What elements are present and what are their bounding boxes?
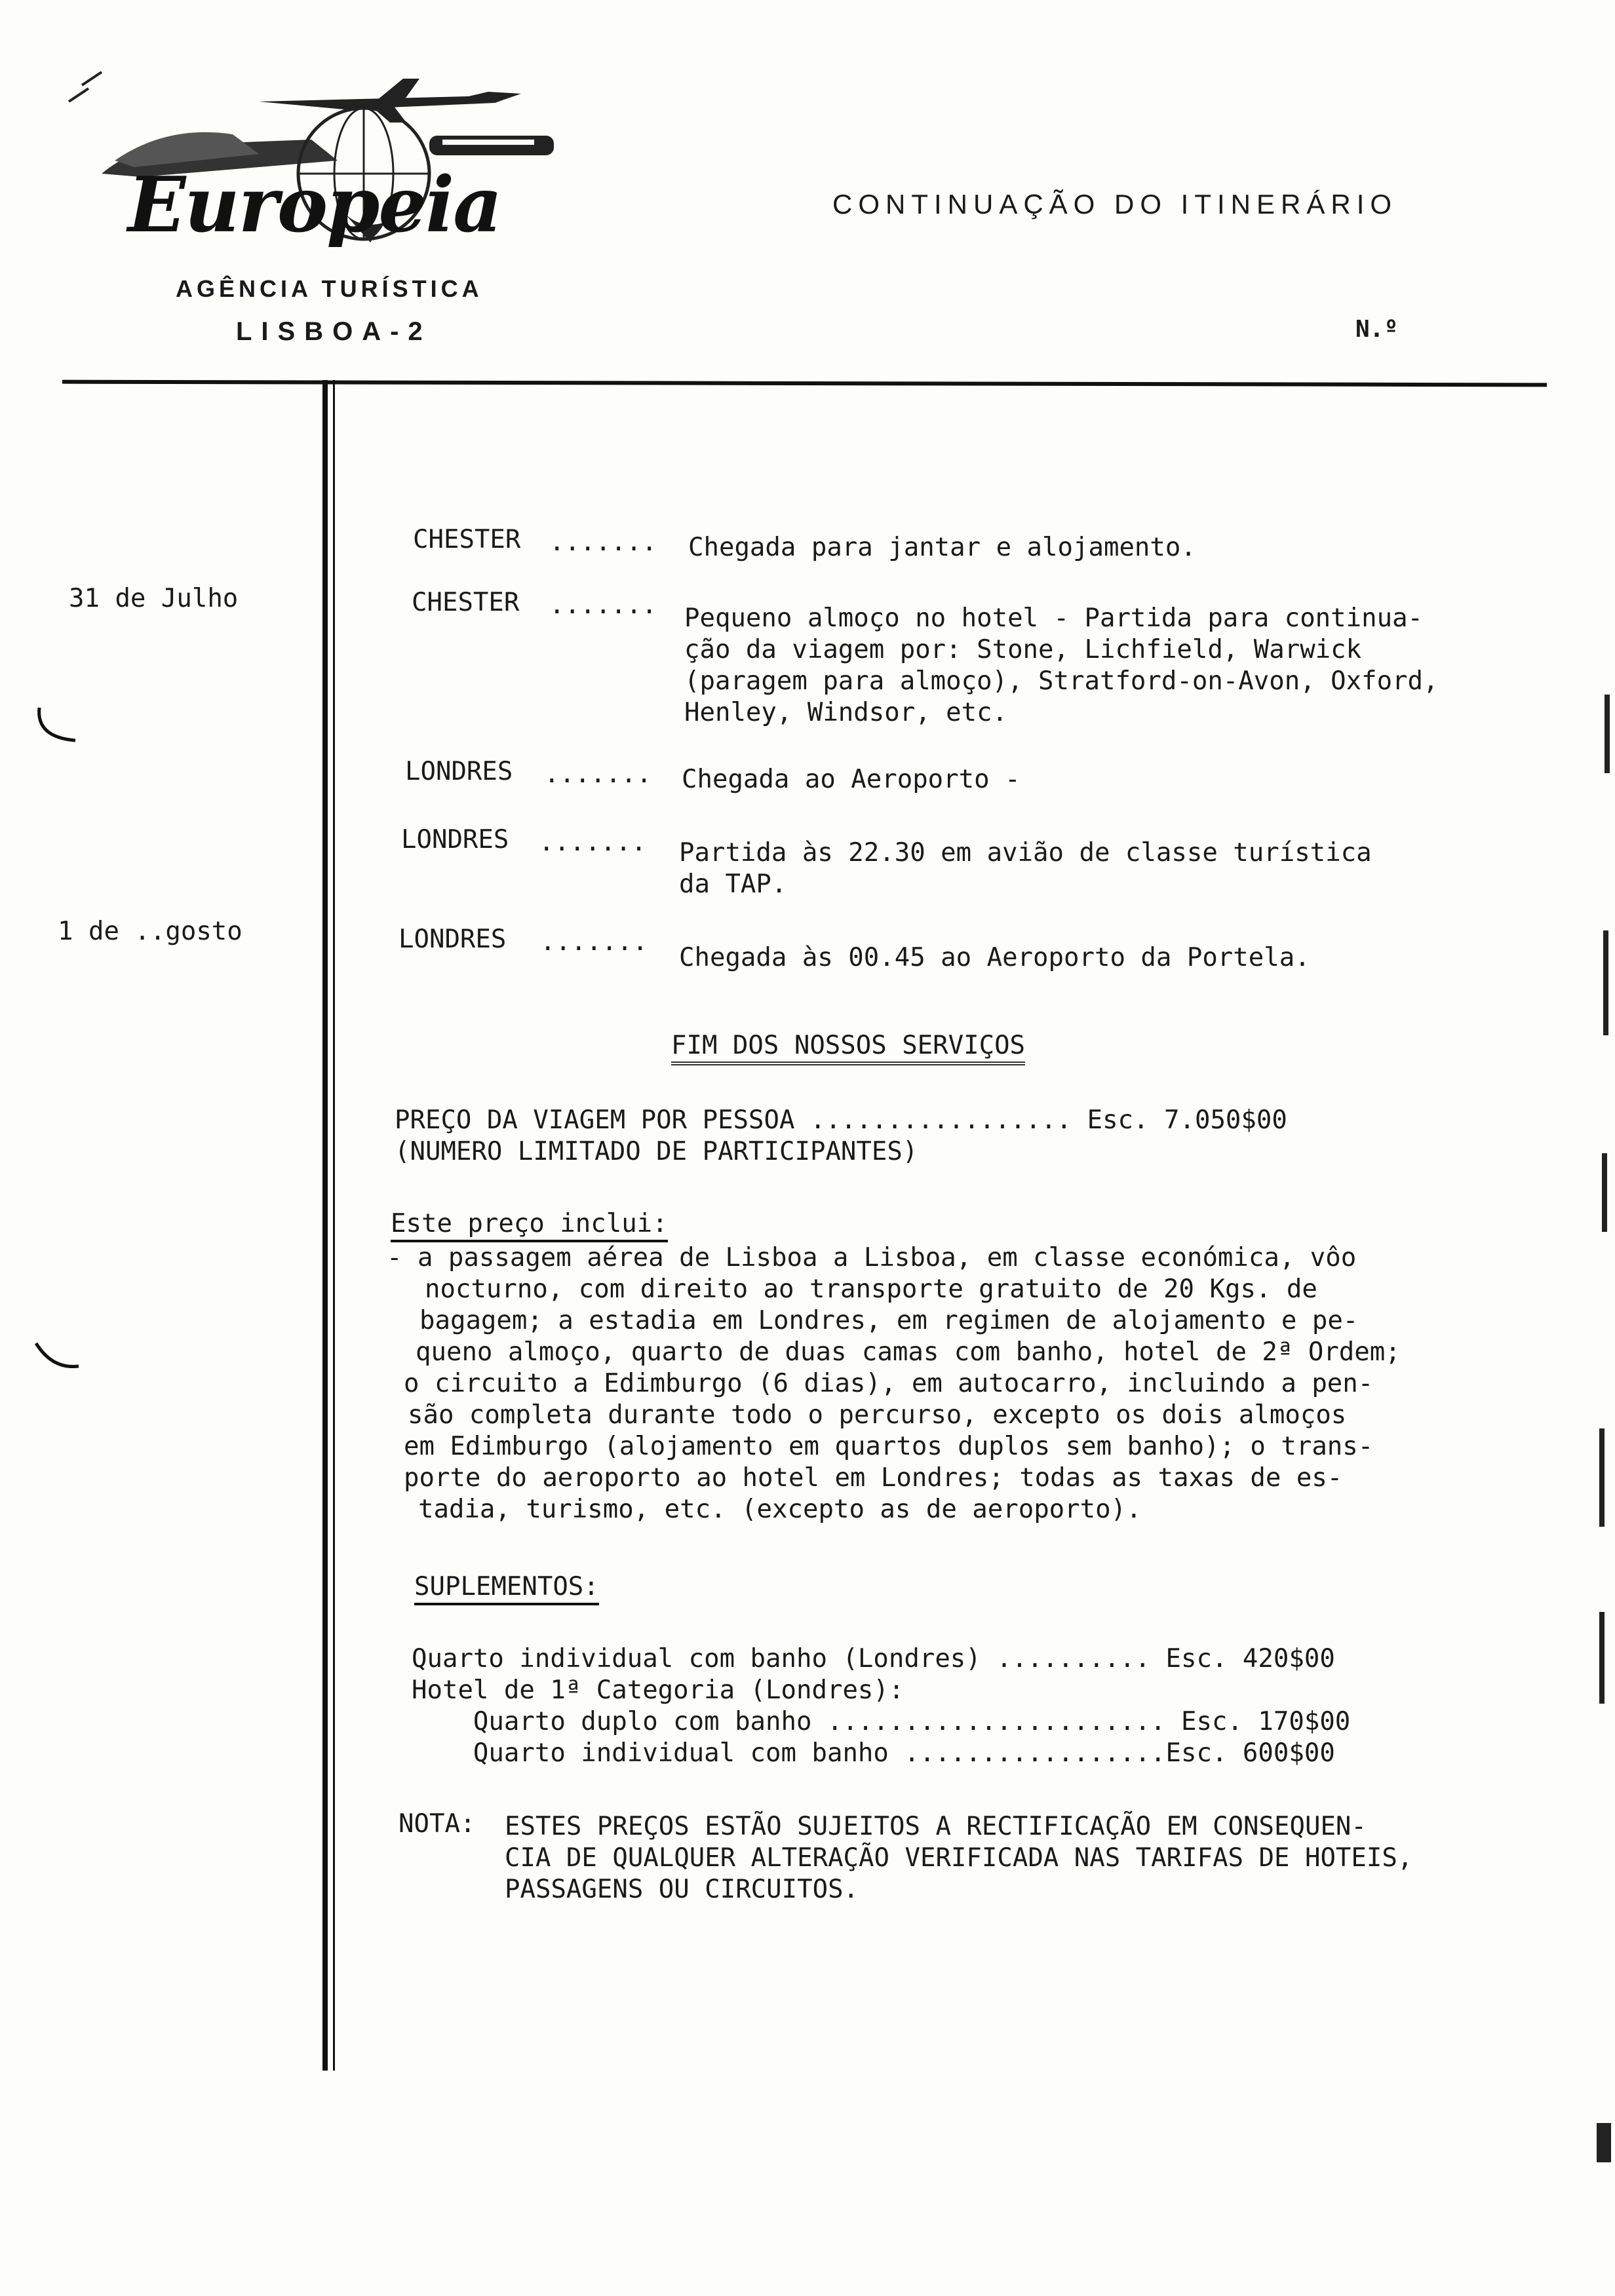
header-rule: [62, 380, 1547, 387]
itinerary-line: Partida às 22.30 em avião de classe turística: [679, 838, 1372, 868]
margin-mark-icon: [26, 1330, 85, 1383]
note-line: PASSAGENS OU CIRCUITOS.: [505, 1875, 859, 1904]
includes-line: tadia, turismo, etc. (excepto as de aeroporto).: [418, 1495, 1142, 1524]
itinerary-line: Henley, Windsor, etc.: [684, 698, 1008, 727]
includes-line: - a passagem aérea de Lisboa a Lisboa, em classe económica, vôo: [387, 1243, 1357, 1272]
supplement-line: Quarto duplo com banho ...................... Esc. 170$00: [412, 1707, 1351, 1736]
itinerary-line: Pequeno almoço no hotel - Partida para continua-: [684, 603, 1424, 633]
scan-edge-mark: [1597, 2123, 1611, 2162]
supplement-line: Quarto individual com banho .................Esc. 600$00: [412, 1738, 1335, 1768]
scan-edge-mark: [1599, 1612, 1605, 1704]
note-line: CIA DE QUALQUER ALTERAÇÃO VERIFICADA NAS TARIFAS DE HOTEIS,: [505, 1843, 1413, 1873]
end-of-services-title: FIM DOS NOSSOS SERVIÇOS: [671, 1030, 1025, 1065]
itinerary-dots: .......: [539, 828, 647, 857]
supplements-title: SUPLEMENTOS:: [414, 1571, 599, 1605]
supplement-line: Quarto individual com banho (Londres) .......... Esc. 420$00: [412, 1644, 1335, 1674]
supplement-line: Hotel de 1ª Categoria (Londres):: [412, 1675, 905, 1705]
scan-edge-mark: [1603, 930, 1608, 1035]
agency-logo: [62, 62, 574, 259]
margin-rule: [322, 380, 328, 2071]
itinerary-line: Chegada para jantar e alojamento.: [688, 533, 1196, 562]
page-title: CONTINUAÇÃO DO ITINERÁRIO: [832, 189, 1398, 220]
includes-line: queno almoço, quarto de duas camas com banho, hotel de 2ª Ordem;: [416, 1337, 1401, 1367]
note-line: ESTES PREÇOS ESTÃO SUJEITOS A RECTIFICAÇÃO EM CONSEQUEN-: [505, 1812, 1367, 1841]
itinerary-dots: .......: [540, 927, 648, 957]
itinerary-dots: .......: [544, 759, 652, 789]
agency-city: LISBOA-2: [236, 317, 432, 346]
includes-line: em Edimburgo (alojamento em quartos duplos sem banho); o trans-: [404, 1432, 1374, 1461]
itinerary-place: LONDRES: [401, 825, 509, 854]
margin-mark-icon: [26, 701, 85, 754]
itinerary-place: CHESTER: [413, 525, 521, 554]
scan-edge-mark: [1605, 695, 1610, 773]
itinerary-line: ção da viagem por: Stone, Lichfield, Warwick: [684, 635, 1362, 664]
itinerary-place: LONDRES: [405, 757, 513, 786]
margin-rule-thin: [333, 380, 335, 2071]
date-july-31: 31 de Julho: [69, 584, 239, 613]
includes-line: porte do aeroporto ao hotel em Londres; todas as taxas de es-: [404, 1463, 1343, 1493]
itinerary-line: Chegada ao Aeroporto -: [682, 765, 1021, 794]
itinerary-place: CHESTER: [412, 588, 520, 617]
includes-title: Este preço inclui:: [391, 1208, 668, 1242]
note-label: NOTA:: [399, 1809, 476, 1839]
trip-price: PREÇO DA VIAGEM POR PESSOA ................. Esc. 7.050$00: [395, 1105, 1287, 1135]
includes-line: são completa durante todo o percurso, excepto os dois almoços: [408, 1400, 1347, 1430]
includes-line: nocturno, com direito ao transporte gratuito de 20 Kgs. de: [425, 1274, 1317, 1304]
itinerary-line: Chegada às 00.45 ao Aeroporto da Portela.: [679, 943, 1310, 972]
includes-line: o circuito a Edimburgo (6 dias), em autocarro, incluindo a pen-: [404, 1369, 1374, 1398]
includes-line: bagagem; a estadia em Londres, em regimen de alojamento e pe-: [419, 1306, 1359, 1335]
date-august-1: 1 de ..gosto: [58, 917, 243, 946]
brand-wordmark: Europeia: [128, 161, 501, 250]
itinerary-place: LONDRES: [399, 925, 507, 954]
scan-edge-mark: [1602, 1153, 1607, 1232]
itinerary-dots: .......: [549, 590, 657, 620]
document-number-label: N.º: [1355, 316, 1399, 343]
itinerary-line: da TAP.: [679, 870, 787, 899]
scan-edge-mark: [1599, 1428, 1605, 1527]
itinerary-line: (paragem para almoço), Stratford-on-Avon, Oxford,: [684, 666, 1439, 696]
agency-type: AGÊNCIA TURÍSTICA: [176, 275, 483, 302]
itinerary-dots: .......: [549, 527, 657, 557]
participants-note: (NUMERO LIMITADO DE PARTICIPANTES): [395, 1137, 918, 1166]
